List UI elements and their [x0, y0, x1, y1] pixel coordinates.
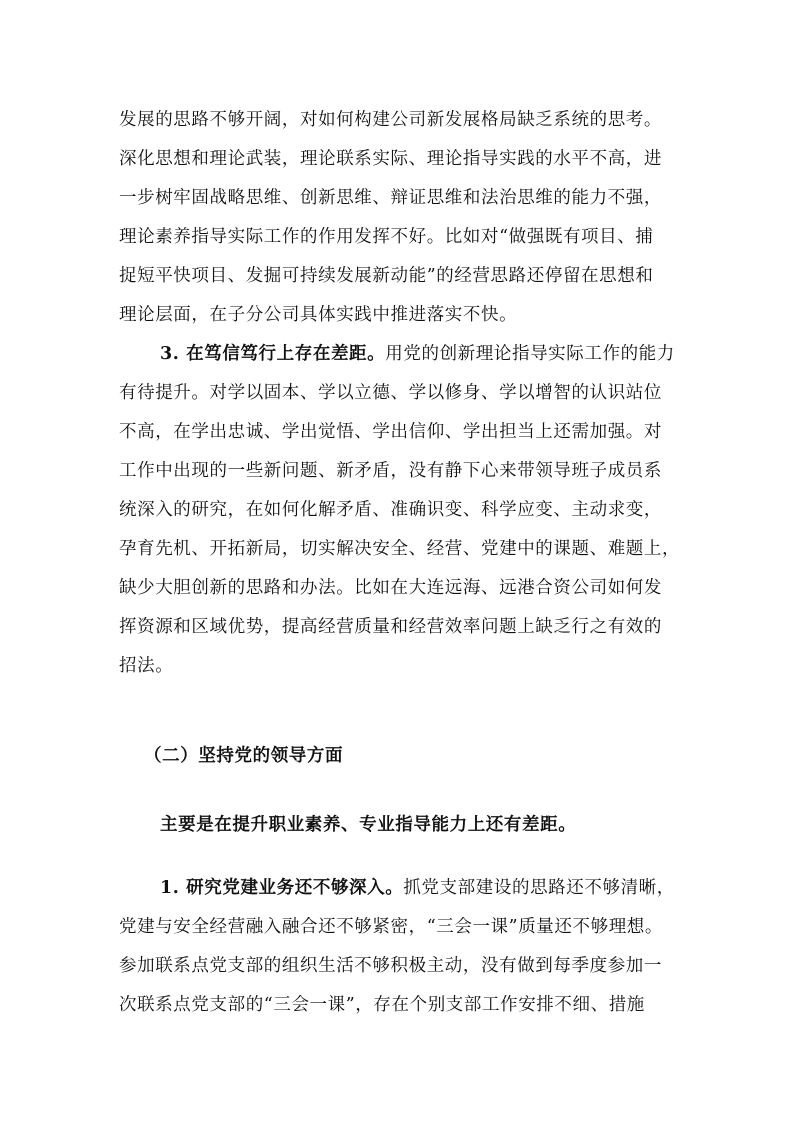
paragraph-line: 不高，在学出忠诚、学出觉悟、学出信仰、学出担当上还需加强。对 — [119, 422, 662, 442]
item-3-first-line — [160, 343, 680, 365]
paragraph-line: 统深入的研究，在如何化解矛盾、准确识变、科学应变、主动求变， — [119, 500, 662, 520]
paragraph-line: 孕育先机、开拓新局，切实解决安全、经营、党建中的课题、难题上， — [119, 539, 681, 559]
item-1-first-line-text: 抓党支部建设的思路还不够清晰， — [403, 878, 675, 898]
paragraph-line: 参加联系点党支部的组织生活不够积极主动，没有做到每季度参加一 — [119, 956, 662, 976]
paragraph-line: 深化思想和理论武装，理论联系实际、理论指导实践的水平不高，进 — [119, 149, 662, 169]
section-summary: 主要是在提升职业素养、专业指导能力上还有差距。 — [160, 815, 577, 835]
paragraph-line: 党建与安全经营融入融合还不够紧密，“三会一课”质量还不够理想。 — [119, 917, 663, 937]
paragraph-line: 招法。 — [119, 656, 174, 676]
paragraph-line: 挥资源和区域优势，提高经营质量和经营效率问题上缺乏行之有效的 — [119, 617, 662, 637]
item-1-heading: 1. 研究党建业务还不够深入。 — [160, 878, 404, 898]
paragraph-line: 缺少大胆创新的思路和办法。比如在大连远海、远港合资公司如何发 — [119, 578, 662, 598]
item-3-first-line-text: 用党的创新理论指导实际工作的能力 — [385, 344, 675, 364]
paragraph-line: 一步树牢固战略思维、创新思维、辩证思维和法治思维的能力不强， — [119, 188, 662, 208]
section-heading: （二）坚持党的领导方面 — [144, 746, 344, 766]
paragraph-line: 有待提升。对学以固本、学以立德、学以修身、学以增智的认识站位 — [119, 383, 662, 403]
paragraph-line: 次联系点党支部的“三会一课”，存在个别支部工作安排不细、措施 — [119, 995, 645, 1015]
paragraph-line: 工作中出现的一些新问题、新矛盾，没有静下心来带领导班子成员系 — [119, 461, 662, 481]
paragraph-line: 捉短平快项目、发掘可持续发展新动能”的经营思路还停留在思想和 — [119, 266, 654, 286]
paragraph-line: 理论层面，在子分公司具体实践中推进落实不快。 — [119, 305, 518, 325]
item-1-first-line — [160, 877, 680, 899]
paragraph-line: 发展的思路不够开阔，对如何构建公司新发展格局缺乏系统的思考。 — [119, 110, 662, 130]
paragraph-line: 理论素养指导实际工作的作用发挥不好。比如对“做强既有项目、捕 — [119, 227, 654, 247]
item-3-heading: 3. 在笃信笃行上存在差距。 — [160, 344, 386, 364]
